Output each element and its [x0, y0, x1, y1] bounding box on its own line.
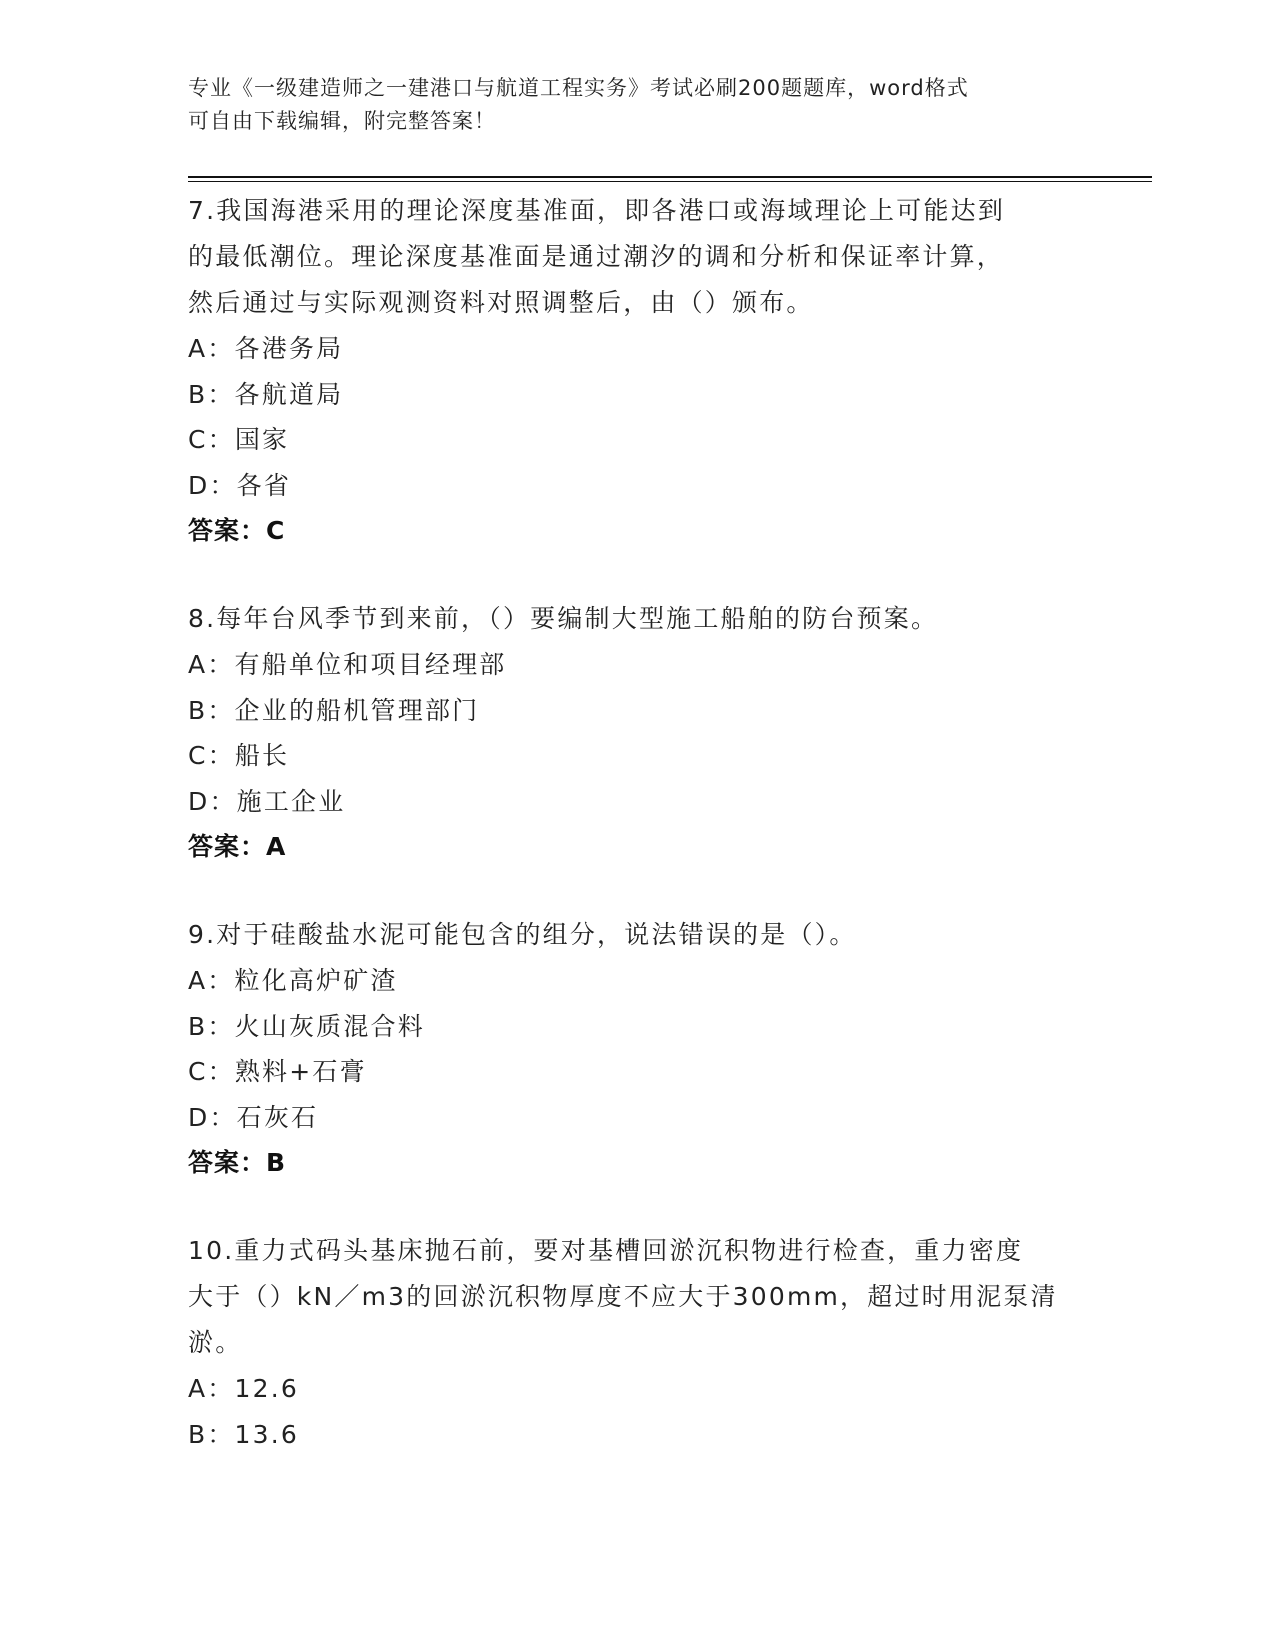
header-divider	[188, 176, 1152, 178]
question-stem-line: 淤。	[188, 1328, 243, 1357]
question-stem-line: 10.重力式码头基床抛石前，要对基槽回淤沉积物进行检查，重力密度	[188, 1236, 1024, 1265]
header-divider-thin	[188, 181, 1152, 182]
question-spacer	[188, 553, 1088, 596]
option-d: D：石灰石	[188, 1102, 319, 1132]
question-list	[188, 188, 1088, 1457]
answer-label: 答案：B	[188, 1148, 287, 1177]
option-b: B：各航道局	[188, 379, 344, 409]
question-stem-line: 9.对于硅酸盐水泥可能包含的组分，说法错误的是（）。	[188, 920, 857, 949]
option-a: A：粒化高炉矿渣	[188, 966, 398, 995]
question-stem-line: 8.每年台风季节到来前，（）要编制大型施工船舶的防台预案。	[188, 604, 939, 633]
option-b: B：火山灰质混合料	[188, 1011, 425, 1041]
option-d: D：各省	[188, 470, 292, 500]
question-stem-line: 的最低潮位。理论深度基准面是通过潮汐的调和分析和保证率计算，	[188, 242, 1005, 271]
option-b: B：13.6	[188, 1419, 300, 1449]
document-header	[188, 72, 1088, 138]
header-line-1: 专业《一级建造师之一建港口与航道工程实务》考试必刷200题题库，word格式	[188, 76, 969, 100]
option-b: B：企业的船机管理部门	[188, 695, 480, 725]
question-spacer	[188, 869, 1088, 912]
option-c: C：熟料+石膏	[188, 1057, 367, 1086]
option-a: A：各港务局	[188, 334, 344, 363]
option-c: C：船长	[188, 741, 290, 770]
option-d: D：施工企业	[188, 786, 346, 816]
question-8	[188, 596, 1088, 869]
question-stem-line: 大于（）kN／m3的回淤沉积物厚度不应大于300mm，超过时用泥泵清	[188, 1282, 1058, 1311]
question-stem-line: 然后通过与实际观测资料对照调整后，由（）颁布。	[188, 288, 814, 317]
option-a: A：12.6	[188, 1374, 299, 1403]
header-line-2: 可自由下载编辑，附完整答案！	[188, 109, 496, 133]
question-10	[188, 1228, 1088, 1457]
question-9	[188, 912, 1088, 1185]
answer-label: 答案：A	[188, 832, 287, 861]
option-c: C：国家	[188, 425, 290, 454]
answer-label: 答案：C	[188, 516, 286, 545]
question-7	[188, 188, 1088, 553]
question-stem-line: 7.我国海港采用的理论深度基准面，即各港口或海域理论上可能达到	[188, 196, 1006, 225]
question-spacer	[188, 1185, 1088, 1228]
option-a: A：有船单位和项目经理部	[188, 650, 507, 679]
